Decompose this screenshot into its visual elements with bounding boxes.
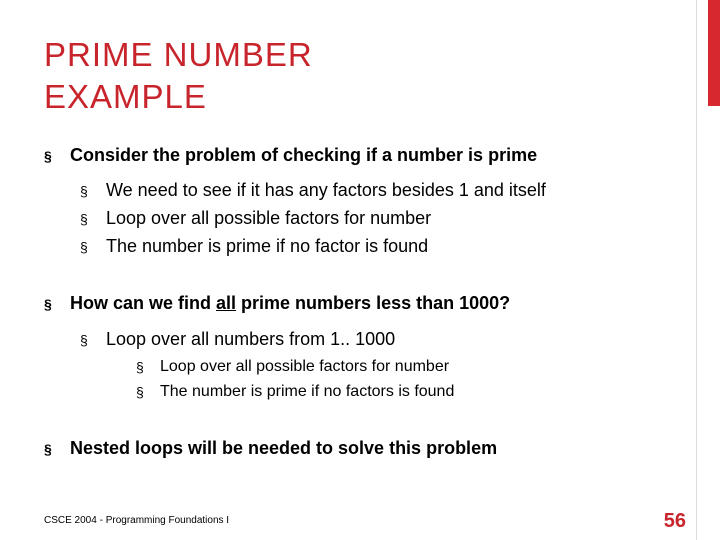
bullet-marker-icon: §: [80, 239, 88, 255]
bullet-text-pre: How can we find: [70, 293, 217, 313]
bullet-text-post: prime numbers less than 1000?: [236, 293, 511, 313]
bullet-text: Nested loops will be needed to solve this problem: [70, 438, 498, 458]
page-number: 56: [663, 510, 686, 532]
sub-sub-bullet-item: [136, 382, 455, 402]
bullet-marker-icon: §: [136, 359, 144, 375]
sub-bullet-item: [80, 236, 429, 256]
bullet-marker-icon: §: [44, 148, 52, 164]
bullet-text: The number is prime if no factor is found: [106, 236, 429, 256]
sub-bullet-item: [80, 180, 546, 200]
bullet-marker-icon: §: [80, 332, 88, 348]
bullet-text-underlined: all: [216, 293, 237, 313]
bullet-marker-icon: §: [44, 441, 52, 457]
bullet-text: We need to see if it has any factors besides 1 and itself: [106, 180, 546, 200]
bullet-text: The number is prime if no factors is found: [160, 383, 455, 400]
bullet-item-1: [44, 145, 538, 165]
slide-title: [44, 34, 313, 118]
slide-title-line-2: EXAMPLE: [44, 78, 207, 115]
sub-bullet-item: [80, 208, 432, 228]
accent-bar: [708, 0, 720, 106]
slide-edge-line: [696, 0, 697, 540]
footer-course-label: CSCE 2004 - Programming Foundations I: [44, 515, 230, 526]
slide-title-line-1: PRIME NUMBER: [44, 36, 313, 73]
sub-sub-bullet-item: [136, 357, 450, 377]
bullet-text: Loop over all numbers from 1.. 1000: [106, 329, 396, 349]
bullet-marker-icon: §: [44, 296, 52, 312]
bullet-item-2: [44, 293, 511, 313]
bullet-marker-icon: §: [80, 183, 88, 199]
bullet-item-3: [44, 438, 498, 458]
sub-bullet-item: [80, 329, 396, 349]
bullet-text: Consider the problem of checking if a number is prime: [70, 145, 538, 165]
bullet-marker-icon: §: [80, 211, 88, 227]
bullet-marker-icon: §: [136, 384, 144, 400]
bullet-text: Loop over all possible factors for number: [106, 208, 432, 228]
bullet-text: Loop over all possible factors for number: [160, 358, 450, 375]
